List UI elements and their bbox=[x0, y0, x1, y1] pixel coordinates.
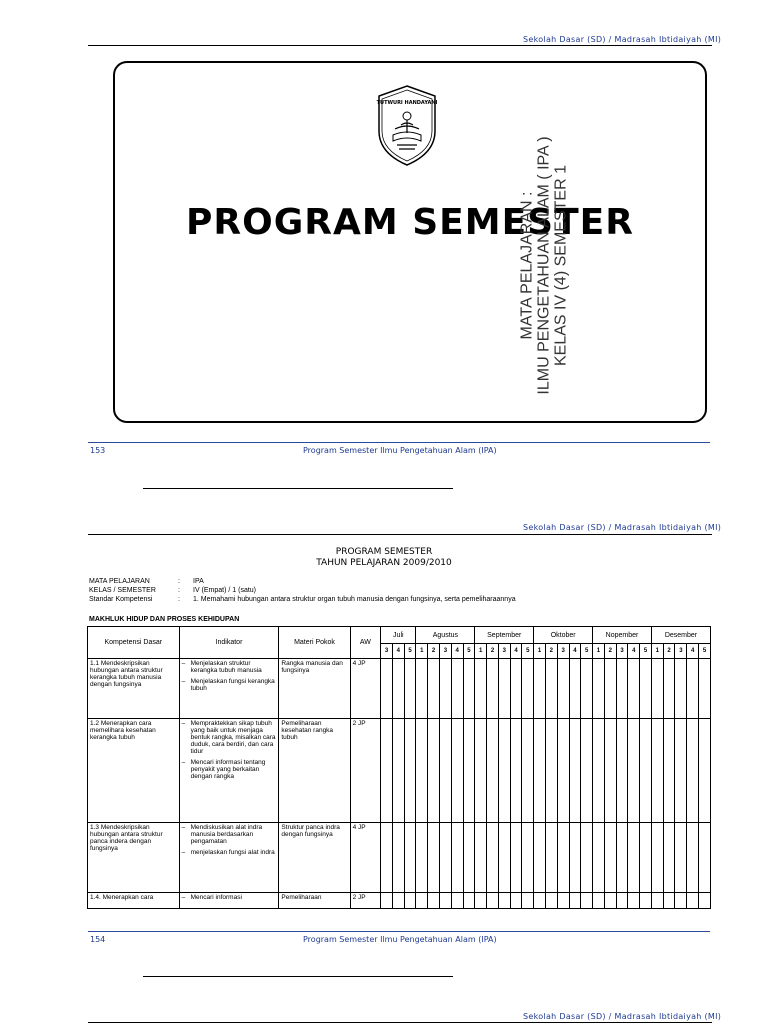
cell-kompetensi-dasar: 1.3 Mendeskripsikan hubungan antara struktur panca indera dengan fungsinya bbox=[88, 823, 180, 893]
week-header: 5 bbox=[463, 644, 475, 659]
week-cell bbox=[604, 659, 616, 719]
week-cell bbox=[487, 659, 499, 719]
week-header: 1 bbox=[475, 644, 487, 659]
week-cell bbox=[569, 659, 581, 719]
cell-indikator bbox=[179, 719, 279, 823]
week-cell bbox=[463, 659, 475, 719]
week-cell bbox=[699, 893, 711, 909]
month-header: Desember bbox=[651, 627, 710, 644]
week-header: 4 bbox=[392, 644, 404, 659]
week-cell bbox=[663, 719, 675, 823]
week-cell bbox=[439, 659, 451, 719]
header-materi-pokok: Materi Pokok bbox=[279, 627, 350, 659]
footer1-text: Program Semester Ilmu Pengetahuan Alam (IPA) bbox=[303, 446, 497, 455]
week-cell bbox=[557, 893, 569, 909]
week-cell bbox=[593, 719, 605, 823]
week-cell bbox=[463, 719, 475, 823]
cell-materi-pokok: Pemeliharaan kesehatan rangka tubuh bbox=[279, 719, 350, 823]
week-cell bbox=[699, 823, 711, 893]
week-cell bbox=[663, 659, 675, 719]
week-header: 1 bbox=[593, 644, 605, 659]
footer1-rule bbox=[88, 442, 710, 443]
indikator-item: – Mencari informasi tentang penyakit yang berkaitan dengan rangka bbox=[182, 759, 277, 780]
week-cell bbox=[628, 893, 640, 909]
week-cell bbox=[569, 719, 581, 823]
week-cell bbox=[593, 823, 605, 893]
week-header: 3 bbox=[381, 644, 393, 659]
week-cell bbox=[522, 719, 534, 823]
page2-title: PROGRAM SEMESTER bbox=[335, 547, 433, 557]
meta-sep-competency: : bbox=[178, 596, 180, 603]
week-cell bbox=[416, 823, 428, 893]
week-cell bbox=[428, 893, 440, 909]
week-cell bbox=[687, 823, 699, 893]
week-header: 2 bbox=[545, 644, 557, 659]
week-header: 3 bbox=[439, 644, 451, 659]
week-header: 1 bbox=[534, 644, 546, 659]
week-cell bbox=[640, 823, 652, 893]
table-row bbox=[88, 719, 711, 823]
week-cell bbox=[510, 893, 522, 909]
week-cell bbox=[628, 719, 640, 823]
week-cell bbox=[451, 893, 463, 909]
week-cell bbox=[404, 893, 416, 909]
week-cell bbox=[545, 823, 557, 893]
indikator-item: – Mempraktekkan sikap tubuh yang baik untuk menjaga bentuk rangka, misalkan cara duduk, cara berdiri, dan cara tidur bbox=[182, 720, 277, 755]
week-cell bbox=[545, 893, 557, 909]
cover-vertical-text bbox=[479, 105, 609, 425]
footer1-page-number: 153 bbox=[90, 446, 106, 455]
page2-subtitle: TAHUN PELAJARAN 2009/2010 bbox=[316, 558, 452, 568]
week-cell bbox=[628, 659, 640, 719]
week-header: 5 bbox=[699, 644, 711, 659]
cell-aw: 2 JP bbox=[350, 719, 381, 823]
week-cell bbox=[510, 659, 522, 719]
week-header: 4 bbox=[510, 644, 522, 659]
week-header: 3 bbox=[616, 644, 628, 659]
header2-rule bbox=[88, 534, 712, 535]
week-cell bbox=[616, 893, 628, 909]
week-cell bbox=[522, 893, 534, 909]
footer2-rule bbox=[88, 931, 710, 932]
week-cell bbox=[651, 719, 663, 823]
week-cell bbox=[475, 893, 487, 909]
week-header: 3 bbox=[675, 644, 687, 659]
week-cell bbox=[557, 659, 569, 719]
indikator-item: – Menjelaskan fungsi kerangka tubuh bbox=[182, 678, 277, 692]
week-cell bbox=[651, 823, 663, 893]
week-cell bbox=[687, 893, 699, 909]
week-cell bbox=[404, 719, 416, 823]
header-kompetensi-dasar: Kompetensi Dasar bbox=[88, 627, 180, 659]
week-header: 5 bbox=[640, 644, 652, 659]
cover-title: PROGRAM SEMESTER bbox=[186, 202, 634, 243]
week-header: 4 bbox=[628, 644, 640, 659]
week-cell bbox=[663, 893, 675, 909]
week-cell bbox=[534, 823, 546, 893]
week-cell bbox=[604, 823, 616, 893]
header-aw: AW bbox=[350, 627, 381, 659]
week-cell bbox=[651, 893, 663, 909]
week-header: 2 bbox=[487, 644, 499, 659]
meta-value-subject: IPA bbox=[193, 578, 204, 585]
cover-line-3: KELAS IV (4) SEMESTER 1 bbox=[552, 164, 570, 366]
header3-rule bbox=[88, 1022, 712, 1023]
meta-sep-class: : bbox=[178, 587, 180, 594]
week-cell bbox=[675, 823, 687, 893]
cell-materi-pokok: Rangka manusia dan fungsinya bbox=[279, 659, 350, 719]
week-cell bbox=[593, 659, 605, 719]
cell-aw: 4 JP bbox=[350, 823, 381, 893]
header-rule bbox=[88, 45, 712, 46]
week-cell bbox=[534, 659, 546, 719]
cover-line-1: MATA PELAJARAN : bbox=[518, 191, 536, 339]
week-cell bbox=[675, 719, 687, 823]
week-cell bbox=[475, 659, 487, 719]
week-cell bbox=[569, 823, 581, 893]
week-cell bbox=[451, 823, 463, 893]
week-cell bbox=[663, 823, 675, 893]
week-cell bbox=[392, 893, 404, 909]
month-header: Nopember bbox=[593, 627, 652, 644]
week-cell bbox=[498, 893, 510, 909]
week-cell bbox=[545, 659, 557, 719]
footer2-text: Program Semester Ilmu Pengetahuan Alam (IPA) bbox=[303, 935, 497, 944]
header3-school: Sekolah Dasar (SD) / Madrasah Ibtidaiyah (MI) bbox=[523, 1012, 722, 1021]
week-cell bbox=[404, 659, 416, 719]
week-cell bbox=[699, 659, 711, 719]
week-cell bbox=[534, 719, 546, 823]
cover-line-2: ILMU PENGETAHUAN ALAM ( IPA ) bbox=[535, 135, 553, 395]
week-cell bbox=[475, 823, 487, 893]
week-cell bbox=[616, 659, 628, 719]
indikator-item: – menjelaskan fungsi alat indra bbox=[182, 849, 277, 856]
week-cell bbox=[522, 823, 534, 893]
week-header: 4 bbox=[687, 644, 699, 659]
header-school: Sekolah Dasar (SD) / Madrasah Ibtidaiyah (MI) bbox=[523, 35, 722, 44]
cell-indikator bbox=[179, 893, 279, 909]
week-cell bbox=[604, 893, 616, 909]
week-header: 1 bbox=[651, 644, 663, 659]
cell-aw: 2 JP bbox=[350, 893, 381, 909]
meta-value-class: IV (Empat) / 1 (satu) bbox=[193, 587, 257, 594]
month-header: Agustus bbox=[416, 627, 475, 644]
week-cell bbox=[416, 719, 428, 823]
week-cell bbox=[699, 719, 711, 823]
week-header: 2 bbox=[428, 644, 440, 659]
week-cell bbox=[510, 823, 522, 893]
week-cell bbox=[640, 659, 652, 719]
week-cell bbox=[463, 893, 475, 909]
week-header: 1 bbox=[416, 644, 428, 659]
table-row bbox=[88, 659, 711, 719]
meta-value-competency: 1. Memahami hubungan antara struktur organ tubuh manusia dengan fungsinya, serta pemeliharaannya bbox=[193, 596, 516, 603]
week-cell bbox=[628, 823, 640, 893]
week-cell bbox=[381, 823, 393, 893]
week-cell bbox=[581, 893, 593, 909]
cell-materi-pokok: Struktur panca indra dengan fungsinya bbox=[279, 823, 350, 893]
week-cell bbox=[475, 719, 487, 823]
week-cell bbox=[439, 893, 451, 909]
week-cell bbox=[498, 659, 510, 719]
week-header: 2 bbox=[604, 644, 616, 659]
header2-school: Sekolah Dasar (SD) / Madrasah Ibtidaiyah (MI) bbox=[523, 523, 722, 532]
week-cell bbox=[428, 719, 440, 823]
week-cell bbox=[487, 893, 499, 909]
week-cell bbox=[581, 823, 593, 893]
meta-label-class: KELAS / SEMESTER bbox=[89, 587, 156, 594]
week-header: 4 bbox=[569, 644, 581, 659]
week-cell bbox=[687, 659, 699, 719]
month-header: Oktober bbox=[534, 627, 593, 644]
week-cell bbox=[392, 659, 404, 719]
indikator-item: – Mencari informasi bbox=[182, 894, 277, 901]
cover-box bbox=[113, 61, 707, 423]
week-cell bbox=[651, 659, 663, 719]
week-cell bbox=[675, 659, 687, 719]
week-cell bbox=[381, 719, 393, 823]
week-cell bbox=[463, 823, 475, 893]
week-cell bbox=[416, 893, 428, 909]
week-cell bbox=[487, 719, 499, 823]
week-cell bbox=[616, 823, 628, 893]
week-cell bbox=[557, 719, 569, 823]
week-cell bbox=[557, 823, 569, 893]
week-header: 2 bbox=[663, 644, 675, 659]
week-header: 4 bbox=[451, 644, 463, 659]
week-cell bbox=[487, 823, 499, 893]
week-cell bbox=[593, 893, 605, 909]
week-cell bbox=[569, 893, 581, 909]
svg-text:TUTWURI HANDAYANI: TUTWURI HANDAYANI bbox=[376, 100, 438, 106]
cell-kompetensi-dasar: 1.4. Menerapkan cara bbox=[88, 893, 180, 909]
week-cell bbox=[439, 719, 451, 823]
week-cell bbox=[392, 719, 404, 823]
section-heading: MAKHLUK HIDUP DAN PROSES KEHIDUPAN bbox=[89, 616, 240, 623]
table-row bbox=[88, 893, 711, 909]
week-cell bbox=[451, 719, 463, 823]
week-cell bbox=[439, 823, 451, 893]
week-header: 5 bbox=[581, 644, 593, 659]
week-cell bbox=[640, 893, 652, 909]
week-cell bbox=[604, 719, 616, 823]
month-header: Juli bbox=[381, 627, 416, 644]
meta-label-competency: Standar Kompetensi bbox=[89, 596, 153, 603]
indikator-item: – Mendiskusikan alat indra manusia berdasarkan pengamatan bbox=[182, 824, 277, 845]
cell-kompetensi-dasar: 1.2 Menerapkan cara memelihara kesehatan kerangka tubuh bbox=[88, 719, 180, 823]
cell-kompetensi-dasar: 1.1 Mendeskripsikan hubungan antara struktur kerangka tubuh manusia dengan fungsinya bbox=[88, 659, 180, 719]
week-cell bbox=[510, 719, 522, 823]
page-separator bbox=[143, 488, 453, 489]
indikator-item: – Menjelaskan struktur kerangka tubuh manusia bbox=[182, 660, 277, 674]
program-semester-table bbox=[87, 626, 711, 909]
header-indikator: Indikator bbox=[179, 627, 279, 659]
week-header: 3 bbox=[498, 644, 510, 659]
footer2-page-number: 154 bbox=[90, 935, 106, 944]
week-cell bbox=[675, 893, 687, 909]
week-cell bbox=[392, 823, 404, 893]
week-cell bbox=[498, 823, 510, 893]
cell-materi-pokok: Pemeliharaan bbox=[279, 893, 350, 909]
week-cell bbox=[640, 719, 652, 823]
meta-sep-subject: : bbox=[178, 578, 180, 585]
cell-indikator bbox=[179, 659, 279, 719]
week-cell bbox=[381, 659, 393, 719]
week-cell bbox=[581, 719, 593, 823]
tutwuri-handayani-logo bbox=[371, 83, 443, 168]
meta-label-subject: MATA PELAJARAN bbox=[89, 578, 150, 585]
week-cell bbox=[616, 719, 628, 823]
week-cell bbox=[545, 719, 557, 823]
week-cell bbox=[381, 893, 393, 909]
week-cell bbox=[522, 659, 534, 719]
week-cell bbox=[404, 823, 416, 893]
week-cell bbox=[498, 719, 510, 823]
table-row bbox=[88, 823, 711, 893]
week-header: 5 bbox=[404, 644, 416, 659]
week-cell bbox=[534, 893, 546, 909]
cell-indikator bbox=[179, 823, 279, 893]
week-cell bbox=[581, 659, 593, 719]
week-cell bbox=[416, 659, 428, 719]
week-cell bbox=[687, 719, 699, 823]
month-header: September bbox=[475, 627, 534, 644]
week-cell bbox=[428, 823, 440, 893]
week-cell bbox=[428, 659, 440, 719]
cell-aw: 4 JP bbox=[350, 659, 381, 719]
week-header: 5 bbox=[522, 644, 534, 659]
week-header: 3 bbox=[557, 644, 569, 659]
page-separator-2 bbox=[143, 976, 453, 977]
week-cell bbox=[451, 659, 463, 719]
